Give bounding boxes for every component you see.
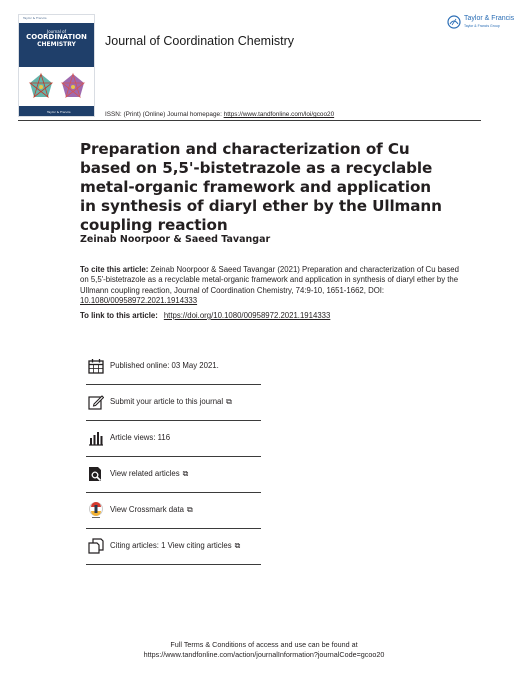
- cover-line3: CHEMISTRY: [37, 41, 76, 48]
- journal-title[interactable]: Journal of Coordination Chemistry: [105, 34, 294, 48]
- journal-homepage-link[interactable]: https://www.tandfonline.com/loi/gcoo20: [223, 111, 335, 118]
- cover-molecule-art: [23, 71, 92, 103]
- external-link-icon: ⧉: [182, 469, 189, 478]
- article-views-text: Article views: 116: [110, 433, 171, 442]
- related-articles-text: View related articles: [110, 469, 180, 478]
- journal-cover[interactable]: [18, 14, 95, 117]
- citation-text: Zeinab Noorpoor & Saeed Tavangar (2021) Preparation and characterization of Cu based on 5,5'-bistetrazole as a recyclable metal-organic framework and application in synthesis of diaryl ether by the Ullmann coupling reaction, Journal of Coordination Chemistry, 74:9-10, 1651-1662, DOI:: [80, 265, 459, 295]
- submit-article-text: Submit your article to this journal: [110, 397, 224, 406]
- cover-line1: Journal of: [47, 29, 66, 34]
- related-search-icon: [88, 466, 104, 482]
- submit-article-link[interactable]: [110, 397, 232, 407]
- publisher-logo[interactable]: [447, 14, 517, 34]
- calendar-icon: [88, 358, 104, 374]
- published-online-text: Published online: 03 May 2021.: [110, 361, 219, 370]
- citation-block: [80, 265, 465, 306]
- crossmark-link[interactable]: [110, 505, 193, 515]
- publisher-globe-icon: [447, 15, 461, 29]
- cover-tiny-text: Taylor & Francis: [23, 16, 47, 20]
- publisher-name: Taylor & Francis: [464, 15, 515, 22]
- related-articles-link[interactable]: [110, 469, 188, 479]
- copy-documents-icon: [88, 538, 104, 554]
- citing-articles-link[interactable]: [110, 541, 240, 551]
- header-divider: [18, 120, 481, 121]
- external-link-icon: ⧉: [186, 505, 193, 514]
- external-link-icon: ⧉: [226, 397, 232, 406]
- article-authors: Zeinab Noorpoor & Saeed Tavangar: [80, 234, 271, 245]
- citing-articles-row[interactable]: [86, 528, 261, 565]
- article-doi-url[interactable]: https://doi.org/10.1080/00958972.2021.1914333: [163, 311, 331, 320]
- citing-articles-text: Citing articles: 1 View citing articles: [110, 541, 232, 550]
- article-title: Preparation and characterization of Cu based on 5,5'-bistetrazole as a recyclable metal-organic framework and application in synthesis of diaryl ether by the Ullmann coupling reaction: [80, 140, 442, 234]
- article-link-line: [80, 311, 330, 320]
- terms-footer-link[interactable]: https://www.tandfonline.com/action/journalInformation?journalCode=gcoo20: [143, 650, 385, 659]
- citation-doi-link[interactable]: 10.1080/00958972.2021.1914333: [80, 295, 198, 305]
- crossmark-row[interactable]: [86, 492, 261, 529]
- pencil-edit-icon: [88, 394, 104, 410]
- cover-footer-text: Taylor & Francis: [47, 110, 71, 114]
- issn-line: [105, 111, 334, 118]
- article-link-label: To link to this article:: [80, 311, 158, 320]
- citation-label: To cite this article:: [80, 265, 149, 274]
- cover-line2: COORDINATION: [26, 33, 87, 41]
- submit-article-row[interactable]: [86, 384, 261, 421]
- published-online-row: [86, 348, 261, 385]
- article-views-row: [86, 420, 261, 457]
- cover-band: [19, 23, 94, 67]
- terms-footer: [0, 640, 528, 660]
- bar-chart-icon: [88, 430, 104, 446]
- publisher-subtitle: Taylor & Francis Group: [464, 24, 500, 28]
- issn-prefix: ISSN: (Print) (Online) Journal homepage:: [105, 111, 224, 118]
- crossmark-icon: [88, 502, 104, 518]
- terms-footer-line1: Full Terms & Conditions of access and use can be found at: [170, 640, 358, 649]
- crossmark-text: View Crossmark data: [110, 505, 184, 514]
- related-articles-row[interactable]: [86, 456, 261, 493]
- external-link-icon: ⧉: [234, 541, 241, 550]
